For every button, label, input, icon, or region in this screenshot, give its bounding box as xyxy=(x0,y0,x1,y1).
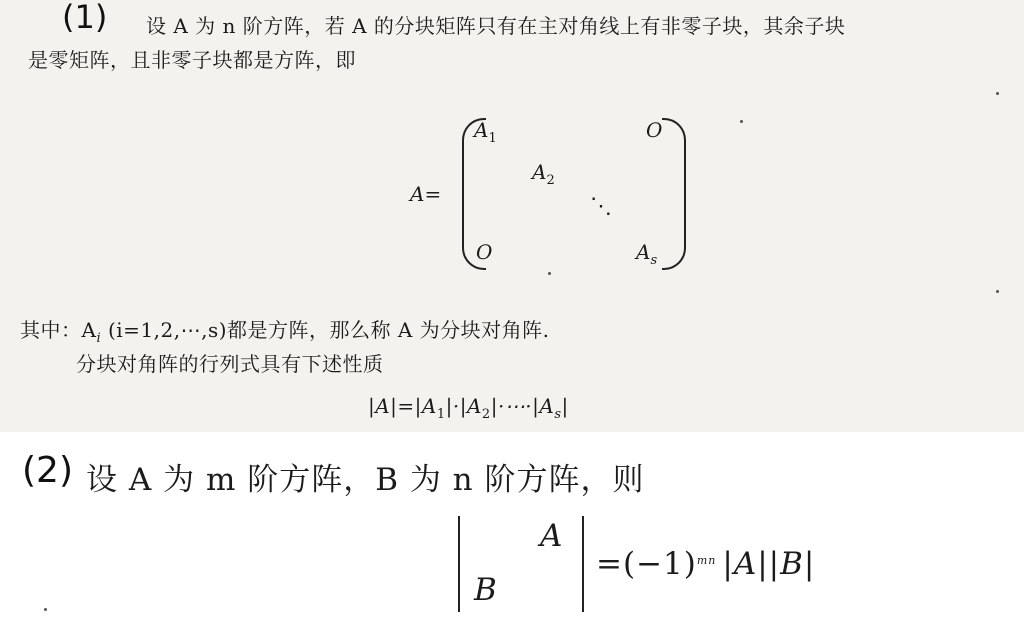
matrix-entry-a2: $A_2$ xyxy=(532,160,555,188)
exponent: mn xyxy=(696,554,717,567)
matrix-lhs: A= xyxy=(410,182,442,206)
section1-line1: 设 A 为 n 阶方阵，若 A 的分块矩阵只有在主对角线上有非零子块，其余子块 xyxy=(146,14,846,38)
scan-speck xyxy=(548,272,551,275)
scan-speck xyxy=(996,290,999,293)
line3-sub: i xyxy=(96,331,102,346)
matrix-ddots: ⋱ xyxy=(590,194,612,219)
section2-panel xyxy=(0,432,1024,620)
section1-line3: 其中：$A_i$ (i=1,2,⋯,s)都是方阵，那么称 A 为分块对角阵. xyxy=(20,318,550,346)
right-parenthesis xyxy=(662,118,686,270)
determinant-rhs: $=(-1)^{mn}$ |A||B| xyxy=(596,546,816,582)
matrix-zero-top: O xyxy=(646,118,663,142)
scan-speck xyxy=(996,92,999,95)
matrix-entry-as: $A_s$ xyxy=(636,240,658,268)
determinant-entry-a: A xyxy=(540,518,564,554)
section1-line4: 分块对角阵的行列式具有下述性质 xyxy=(76,352,384,376)
matrix-zero-bottom: O xyxy=(476,240,493,264)
section2-line1: 设 A 为 m 阶方阵，B 为 n 阶方阵，则 xyxy=(86,462,645,498)
section2-label: (2) xyxy=(22,450,73,491)
matrix-entry-as-sub: s xyxy=(650,253,658,268)
matrix-entry-a1: $A_1$ xyxy=(474,118,497,146)
determinant-left-bar xyxy=(458,516,460,612)
determinant-entry-b: B xyxy=(474,572,498,608)
determinant-right-bar xyxy=(582,516,584,612)
section1-line2: 是零矩阵，且非零子块都是方阵，即 xyxy=(28,48,356,72)
matrix-entry-a2-sub: 2 xyxy=(546,173,555,188)
matrix-entry-a1-sub: 1 xyxy=(488,131,497,146)
scan-speck xyxy=(44,608,47,611)
scan-speck xyxy=(740,120,743,123)
section1-label: (1) xyxy=(62,0,108,36)
determinant-formula: $|A|=|A_1|\cdot|A_2|\cdot\cdots\cdot|A_s|$ xyxy=(368,394,569,422)
